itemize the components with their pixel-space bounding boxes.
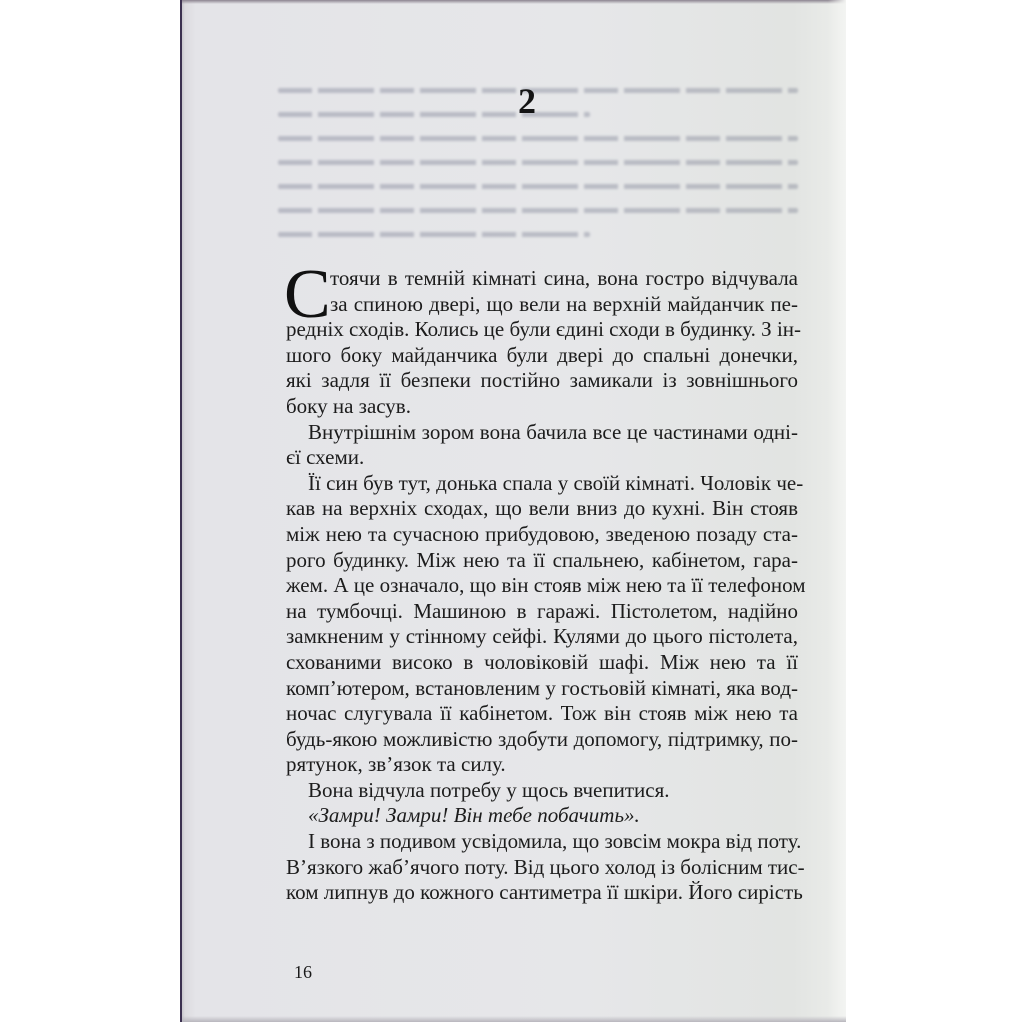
text-line: Вона відчула потребу у щось вчепитися.	[308, 777, 670, 802]
page-top-edge-shadow	[182, 0, 846, 4]
book-page	[180, 0, 846, 1022]
show-through-line	[278, 232, 590, 237]
text-line: боку на засув.	[286, 393, 411, 418]
text-line: жем. А це означало, що він стояв між нею та її телефоном	[286, 573, 806, 598]
text-line: кав на верхніх сходах, що вели вниз до кухні. Він стояв	[286, 496, 798, 521]
show-through-line	[278, 160, 798, 165]
text-line: тоячи в темній кімнаті сина, вона гостро відчувала	[330, 266, 798, 290]
page-bottom-edge-shadow	[182, 1016, 846, 1022]
chapter-number: 2	[518, 81, 536, 121]
text-line: Внутрішнім зором вона бачила все це частинами одні-	[308, 419, 798, 444]
text-line: за спиною двері, що вели на верхній майданчик пе-	[330, 291, 798, 316]
text-line: рятунок, зв’язок та силу.	[286, 752, 506, 777]
text-line: рого будинку. Між нею та її спальнею, кабінетом, гара-	[286, 547, 798, 572]
text-line: Її син був тут, донька спала у своїй кімнаті. Чоловік че-	[308, 470, 804, 495]
text-line: ком липнув до кожного сантиметра її шкіри. Його сирість	[286, 880, 803, 905]
text-line: комп’ютером, встановленим у гостьовій кімнаті, яка вод-	[286, 675, 798, 700]
text-line: шого боку майданчика були двері до спальні донечки,	[286, 342, 798, 367]
show-through-line	[278, 208, 798, 213]
show-through-line	[278, 136, 798, 141]
show-through-line	[278, 184, 798, 189]
text-line: В’язкого жаб’ячого поту. Від цього холод із болісним тис-	[286, 854, 805, 879]
body-text	[284, 256, 806, 906]
page-right-edge	[828, 0, 846, 1022]
text-line: між нею та сучасною прибудовою, зведеною позаду ста-	[286, 521, 798, 546]
text-line: замкненим у стінному сейфі. Кулями до цього пістолета,	[286, 624, 798, 649]
text-line: І вона з подивом усвідомила, що зовсім мокра від поту.	[308, 829, 802, 854]
text-line: схованими високо в чоловіковій шафі. Між нею та її	[286, 649, 798, 674]
drop-cap-letter: С	[284, 256, 331, 333]
text-line: редніх сходів. Колись це були єдині сходи в будинку. З ін-	[286, 317, 802, 342]
text-line: на тумбочці. Машиною в гаражі. Пістолетом, надійно	[286, 598, 798, 623]
text-line: ночас слугувала її кабінетом. Тож він стояв між нею та	[286, 701, 798, 726]
text-line: будь-якою можливістю здобути допомогу, підтримку, по-	[286, 726, 798, 751]
page-number: 16	[294, 962, 312, 982]
text-line: «Замри! Замри! Він тебе побачить».	[308, 803, 640, 828]
text-line: які задля її безпеки постійно замикали із зовнішнього	[286, 368, 798, 393]
text-line: єї схеми.	[286, 445, 365, 470]
